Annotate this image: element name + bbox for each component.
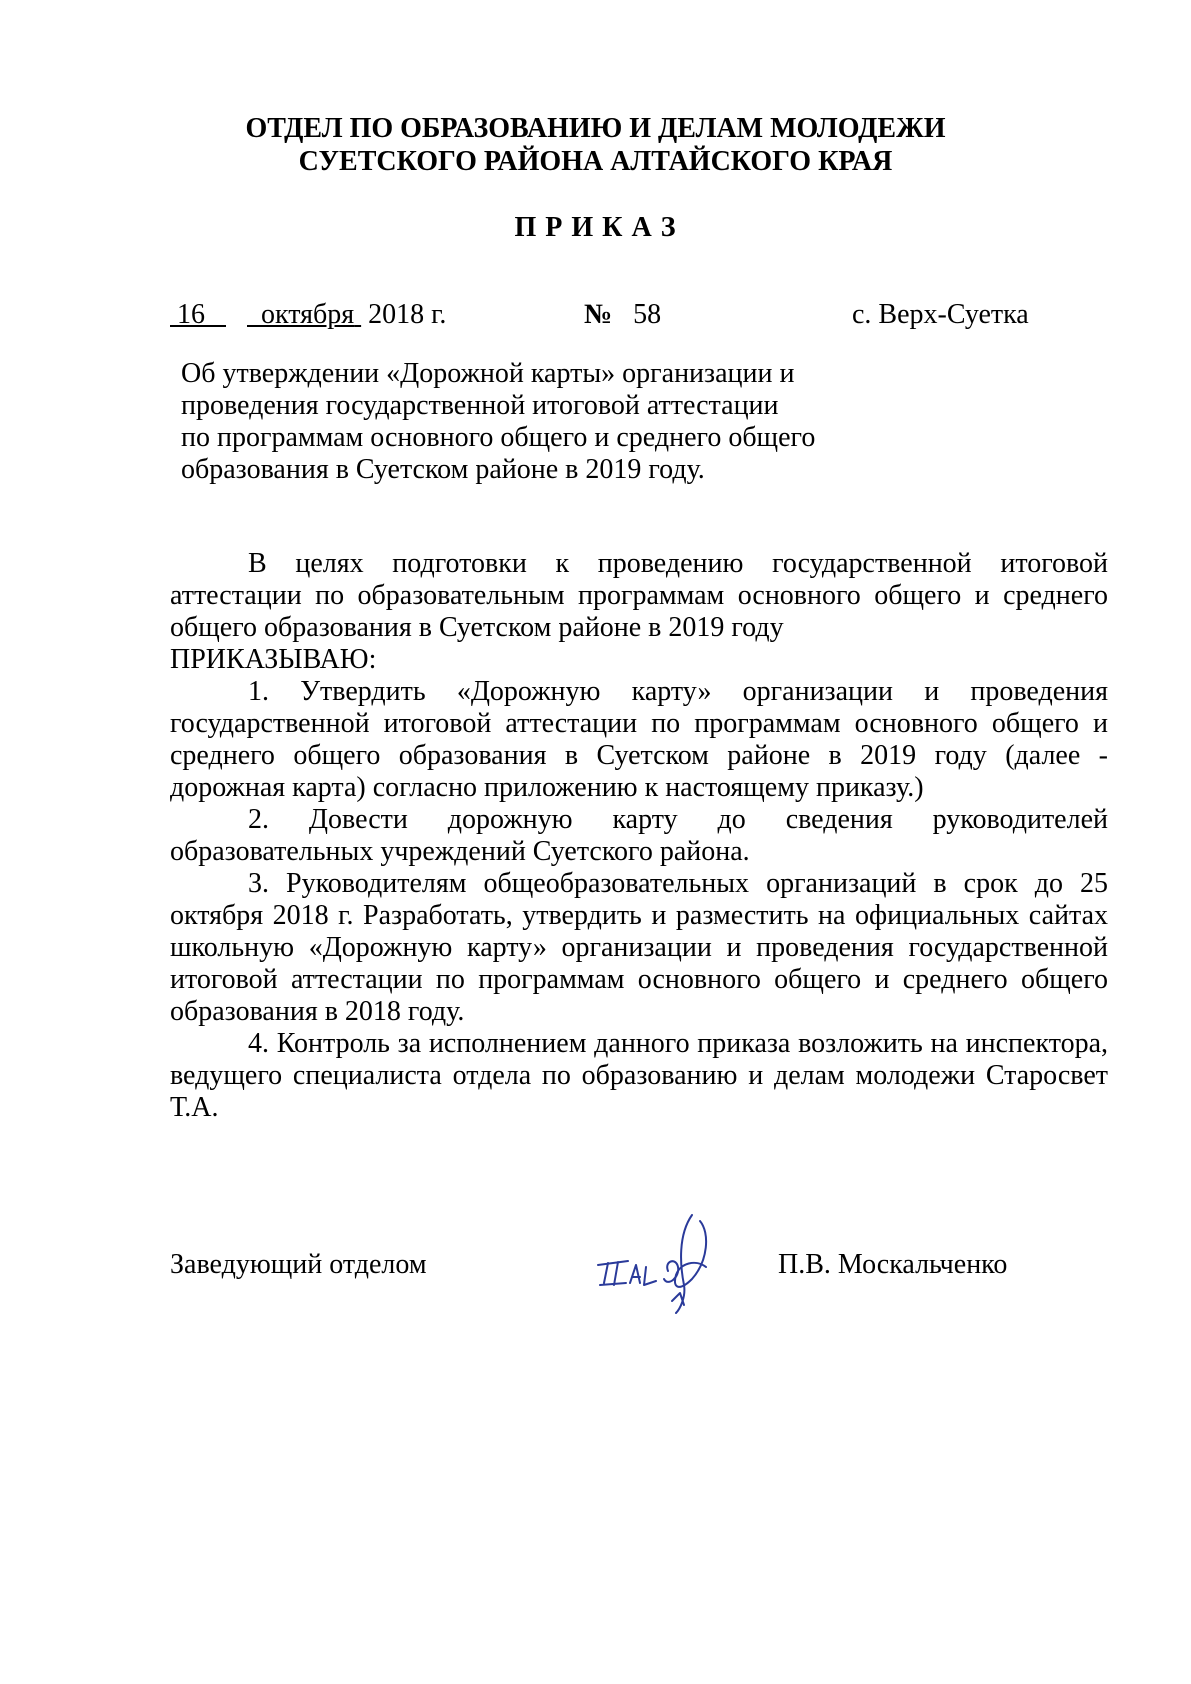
order-subject (181, 358, 881, 486)
order-number-value: 58 (633, 299, 662, 330)
handwritten-signature (580, 1205, 740, 1315)
signatory-name: П.В. Москальченко (778, 1249, 1008, 1280)
signatory-position: Заведующий отделом (170, 1249, 427, 1280)
order-item-2: 2. Довести дорожную карту до сведения руководителей образовательных учреждений Суетского района. (170, 804, 1108, 867)
subject-line: образования в Суетском районе в 2019 году. (181, 454, 705, 485)
order-date (170, 298, 446, 332)
order-keyword: ПРИКАЗЫВАЮ: (170, 644, 377, 675)
body-intro: В целях подготовки к проведению государственной итоговой аттестации по образовательным программам основного общего и среднего общего образования в Суетском районе в 2019 году (170, 548, 1108, 643)
order-number (584, 298, 661, 332)
organization-header-line-1: ОТДЕЛ ПО ОБРАЗОВАНИЮ И ДЕЛАМ МОЛОДЕЖИ (245, 113, 946, 144)
order-body (170, 548, 1108, 1124)
order-place: с. Верх-Суетка (852, 299, 1029, 330)
order-item-4: 4. Контроль за исполнением данного приказа возложить на инспектора, ведущего специалиста отдела по образованию и делам молодежи Старосвет Т.А. (170, 1028, 1108, 1123)
subject-line: проведения государственной итоговой аттестации (181, 390, 779, 421)
subject-line: Об утверждении «Дорожной карты» организации и (181, 358, 795, 389)
order-item-1: 1. Утвердить «Дорожную карту» организации и проведения государственной итоговой аттестации по программам основного общего и среднего общего образования в Суетском районе в 2019 году (далее - дорожная карта) согласно приложению к настоящему приказу.) (170, 676, 1108, 803)
subject-line: по программам основного общего и среднего общего (181, 422, 816, 453)
order-date-year: 2018 г. (368, 299, 447, 330)
order-item-3: 3. Руководителям общеобразовательных организаций в срок до 25 октября 2018 г. Разработать, утвердить и разместить на официальных сайтах школьную «Дорожную карту» организации и проведения государственной итоговой аттестации по программам основного общего и среднего общего образования в 2018 году. (170, 868, 1108, 1027)
number-sign: № (584, 299, 613, 330)
organization-header-line-2: СУЕТСКОГО РАЙОНА АЛТАЙСКОГО КРАЯ (298, 146, 893, 177)
organization-header (0, 112, 1191, 178)
order-date-day: 16 (177, 299, 205, 330)
document-type-title: П Р И К А З (514, 212, 677, 243)
order-date-month: октября (261, 299, 355, 330)
